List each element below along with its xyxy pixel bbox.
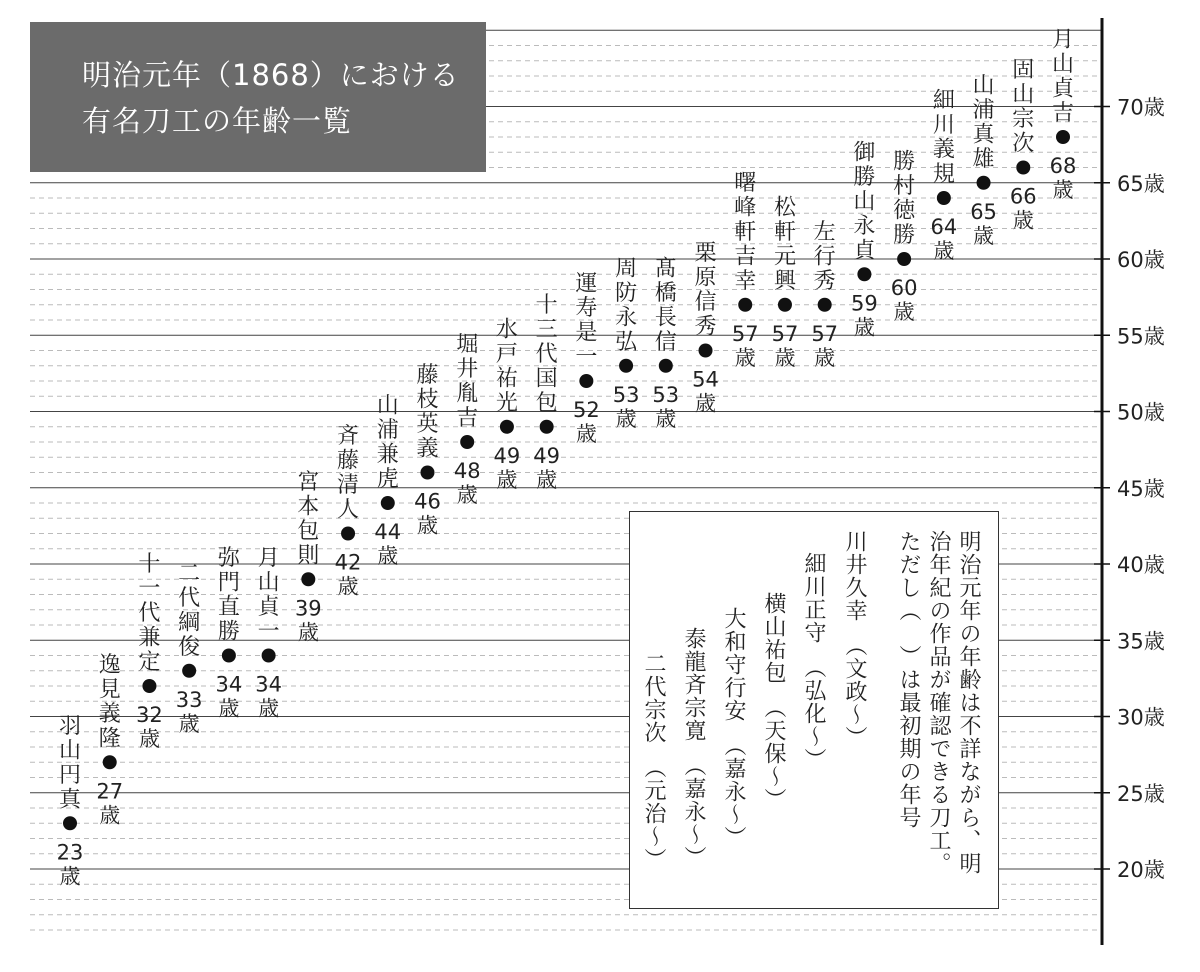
point-name-label: 宮本包則 [297,469,320,569]
point-name-label: 運寿是一 [575,271,598,370]
y-tick-label: 40歳 [1117,553,1165,577]
point-age-label: 39 歳 [294,596,322,645]
data-point-dot [460,435,474,449]
data-point-dot [63,816,77,830]
point-age-label: 68 歳 [1049,154,1077,202]
data-point-group [772,195,799,370]
data-point-dot [500,420,514,434]
point-age-label: 48 歳 [453,459,481,507]
y-tick-label: 45歳 [1117,476,1165,501]
point-age-label: 59 歳 [851,291,878,340]
data-point-group [652,256,679,431]
note-line-1: 明治元年の年齢は不詳ながら、明 [956,530,981,875]
y-tick-label: 70歳 [1117,95,1165,120]
data-point-dot [699,344,713,358]
data-point-group [891,150,918,325]
chart-title [30,22,486,172]
point-age-label: 42 歳 [334,550,362,599]
point-name-label: 栗原信秀 [694,241,717,340]
title-line-1: 明治元年（1868）における [82,58,460,92]
y-tick-label: 35歳 [1117,629,1165,654]
point-age-label: 53 歳 [612,382,640,431]
data-point-dot [818,298,832,312]
point-age-label: 52 歳 [572,398,600,446]
point-name-label: 堀井胤吉 [456,332,479,431]
point-age-label: 60 歳 [890,276,918,324]
point-name-label: 山浦真雄 [972,73,995,172]
data-point-dot [420,466,434,480]
y-tick-label: 55歳 [1117,324,1165,349]
note-box [629,511,999,909]
data-point-group [176,561,203,736]
point-age-label: 34 歳 [215,672,243,721]
note-line-3: ただし（ ）は最初期の年号 [896,530,921,829]
point-age-label: 57 歳 [771,321,799,370]
data-point-group [851,140,878,339]
data-point-group [494,317,521,492]
point-name-label: 曙峰軒吉幸 [734,170,757,294]
point-name-label: 御勝山永貞 [853,140,876,264]
point-age-label: 64 歳 [930,215,958,263]
data-point-dot [222,649,236,663]
point-name-label: 細川義規 [932,88,955,187]
y-tick-label: 65歳 [1117,171,1165,196]
data-point-group [255,546,282,721]
data-point-group [573,272,600,447]
note-item-4: 大和守行安 （嘉永～） [721,607,746,849]
point-age-label: 44 歳 [374,520,402,568]
point-age-label: 54 歳 [692,367,719,416]
point-age-label: 33 歳 [175,687,203,736]
point-age-label: 23 歳 [56,840,84,889]
data-point-dot [103,755,117,769]
data-point-group [57,714,84,889]
point-name-label: 十一代兼定 [138,552,161,675]
y-tick-label: 25歳 [1117,781,1165,806]
point-name-label: 固山宗次 [1012,58,1035,157]
title-line-2: 有名刀工の年齢一覧 [82,104,353,138]
data-point-dot [301,572,315,586]
data-point-dot [579,374,593,388]
data-point-dot [1056,130,1070,144]
data-point-group [533,293,560,492]
point-age-label: 65 歳 [970,199,997,248]
data-point-group [295,470,322,645]
data-point-dot [182,664,196,678]
note-item-2: 細川正守 （弘化～） [801,552,826,771]
y-tick-label: 60歳 [1117,248,1165,272]
y-axis-ticks [1094,96,1165,883]
point-age-label: 66 歳 [1009,184,1037,233]
point-name-label: 藤枝英義 [416,363,439,462]
data-point-dot [857,267,871,281]
point-name-label: 松軒元興 [773,195,796,294]
point-age-label: 32 歳 [136,703,163,751]
point-name-label: 月山貞吉 [1051,27,1075,126]
data-point-group [335,424,362,599]
data-point-dot [778,298,792,312]
data-point-group [374,394,401,569]
data-point-dot [540,420,554,434]
data-point-dot [1016,161,1030,175]
data-point-dot [341,527,355,541]
data-point-group [1050,28,1077,203]
data-point-group [613,256,640,431]
data-point-group [414,363,441,538]
data-point-group [454,333,481,508]
note-item-1: 川井久幸 （文政～） [842,530,867,749]
data-point-group [811,220,838,370]
data-point-group [96,653,123,828]
point-name-label: 羽山円真 [58,713,82,813]
point-name-label: 二代綱俊 [178,561,201,660]
data-point-group [1010,58,1037,233]
note-item-3: 横山祐包 （天保～） [761,592,786,811]
data-point-group [692,241,719,416]
point-age-label: 46 歳 [414,489,441,538]
data-point-dot [937,191,951,205]
data-point-group [732,171,759,370]
point-name-label: 弥門直勝 [217,546,240,645]
data-point-group [970,73,997,248]
point-name-label: 十三代国包 [535,292,558,416]
point-name-label: 水戸祐光 [495,317,518,416]
point-age-label: 27 歳 [96,779,124,828]
point-name-label: 山浦兼虎 [376,393,399,492]
note-item-5: 泰龍斉宗寛 （嘉永～） [681,627,706,869]
point-name-label: 逸見義隆 [98,652,121,752]
data-point-group [216,546,243,721]
point-name-label: 月山貞一 [257,546,280,645]
point-name-label: 斉藤清人 [337,424,360,523]
data-point-dot [381,496,395,510]
data-point-group [930,89,957,264]
note-line-2: 治年紀の作品が確認できる刀工。 [926,530,951,875]
data-point-dot [977,176,991,190]
data-point-dot [659,359,673,373]
data-point-group [136,552,163,751]
data-point-dot [619,359,633,373]
point-name-label: 左行秀 [813,219,836,294]
point-age-label: 49 歳 [493,443,521,492]
data-point-dot [738,298,752,312]
data-point-dot [142,679,156,693]
point-name-label: 勝村徳勝 [893,149,916,248]
note-item-6: 二代宗次 （元治～） [641,652,666,871]
point-name-label: 髙橋長信 [654,256,677,355]
point-name-label: 周防永弘 [615,256,638,355]
y-tick-label: 20歳 [1117,858,1165,882]
point-age-label: 34 歳 [255,672,282,721]
point-age-label: 57 歳 [731,321,759,370]
y-tick-label: 50歳 [1117,400,1165,425]
point-age-label: 53 歳 [652,382,680,431]
y-tick-label: 30歳 [1117,705,1165,730]
data-point-dot [897,252,911,266]
point-age-label: 49 歳 [533,443,561,492]
point-age-label: 57 歳 [811,321,839,370]
data-point-dot [262,649,276,663]
